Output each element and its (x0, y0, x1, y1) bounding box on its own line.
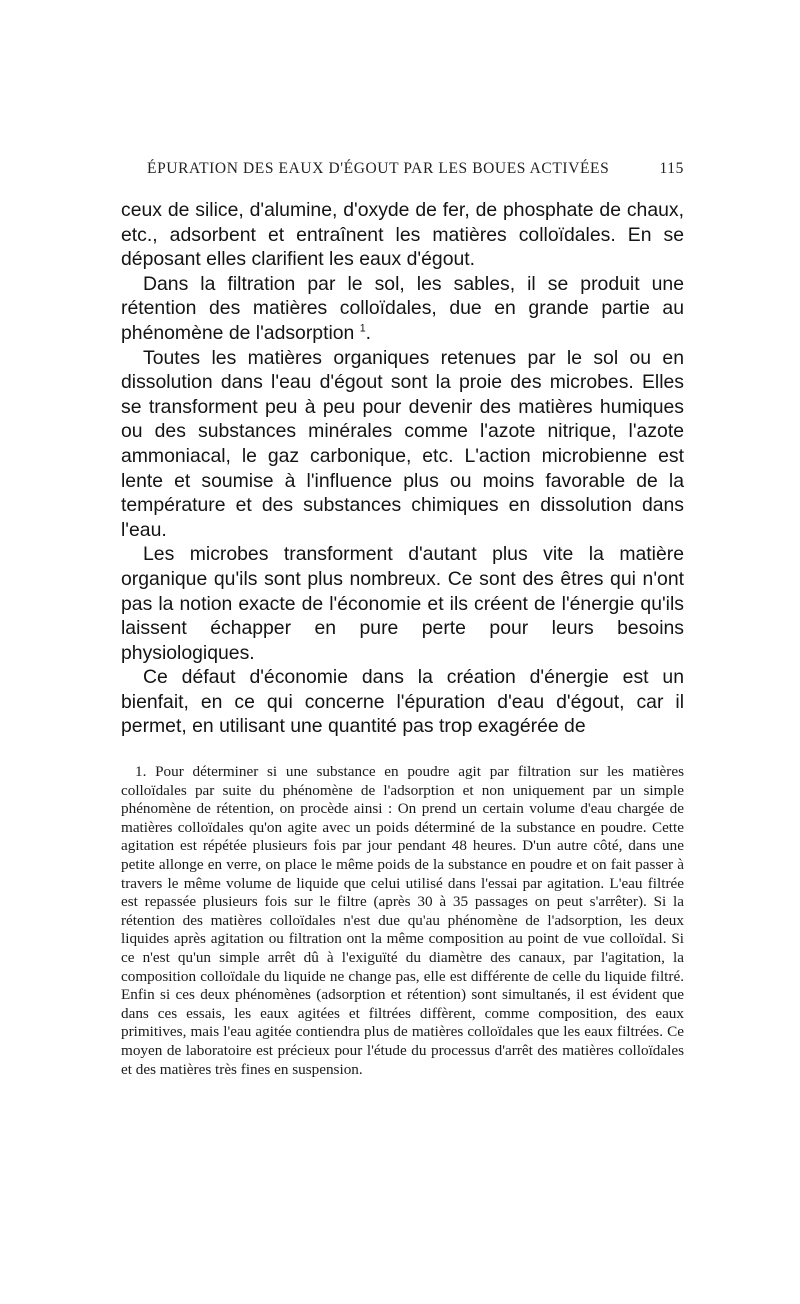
paragraph-2-end: . (365, 321, 372, 344)
paragraph-2 (121, 272, 684, 346)
paragraph-1: ceux de silice, d'alumine, d'oxyde de fer, de phosphate de chaux, etc., adsorbent et entraînent les matières colloïdales. En se déposant elles clarifient les eaux d'égout. (121, 199, 684, 271)
footnote-ref: 1 (359, 322, 366, 335)
paragraph-5: Ce défaut d'économie dans la création d'énergie est un bienfait, en ce qui concerne l'épuration d'eau d'égout, car il permet, en utilisant une quantité pas trop exagérée de (121, 666, 684, 738)
footnote-text: 1. Pour déterminer si une substance en poudre agit par filtration sur les matières colloïdales par suite du phénomène de l'adsorption et non uniquement par un simple phénomène de rétention, on procède ainsi : On prend un certain volume d'eau chargée de matières colloïdales qu'on agite avec un poids déterminé de la substance en poudre. Cette agitation est répétée plusieurs fois par jour pendant 48 heures. D'un autre côté, dans une petite allonge en verre, on place le même poids de la substance en poudre et on fait passer à travers le même volume de liquide que celui utilisé dans l'essai par agitation. L'eau filtrée est repassée plusieurs fois sur le filtre (après 30 à 35 passages on peut s'arrêter). Si la rétention des matières colloïdales n'est due qu'au phénomène de l'adsorption, les deux liquides après agitation ou filtration ont la même composition au point de vue colloïdal. Si ce n'est qu'un simple arrêt dû à l'exiguïté du diamètre des canaux, par l'agitation, la composition colloïdale du liquide ne change pas, elle est différente de celle du liquide filtré. Enfin si ces deux phénomènes (adsorption et rétention) sont simultanés, il est évident que dans ces essais, les eaux agitées et filtrées diffèrent, comme composition, des eaux primitives, mais l'eau agitée contiendra plus de matières colloïdales que les eaux filtrées. Ce moyen de laboratoire est précieux pour l'étude du processus d'arrêt des matières colloïdales et des matières très fines en suspension. (121, 763, 684, 1078)
page-number: 115 (659, 160, 684, 177)
running-title: ÉPURATION DES EAUX D'ÉGOUT PAR LES BOUES ACTIVÉES (147, 160, 610, 177)
main-text (121, 198, 684, 739)
paragraph-2-text: Dans la filtration par le sol, les sables, il se produit une rétention des matières colloïdales, due en grande partie au phénomène de l'adsorption (121, 272, 684, 344)
paragraph-3: Toutes les matières organiques retenues par le sol ou en dissolution dans l'eau d'égout sont la proie des microbes. Elles se transforment peu à peu pour devenir des matières humiques ou des substances minérales comme l'azote nitrique, l'azote ammoniacal, le gaz carbonique, etc. L'action microbienne est lente et soumise à l'influence plus ou moins favorable de la température et des substances chimiques en dissolution dans l'eau. (121, 346, 684, 541)
paragraph-4: Les microbes transforment d'autant plus vite la matière organique qu'ils sont plus nombreux. Ce sont des êtres qui n'ont pas la notion exacte de l'économie et ils créent de l'énergie qu'ils laissent échapper en pure perte pour leurs besoins physiologiques. (121, 543, 684, 664)
footnote (121, 763, 684, 1079)
running-header (121, 160, 684, 182)
